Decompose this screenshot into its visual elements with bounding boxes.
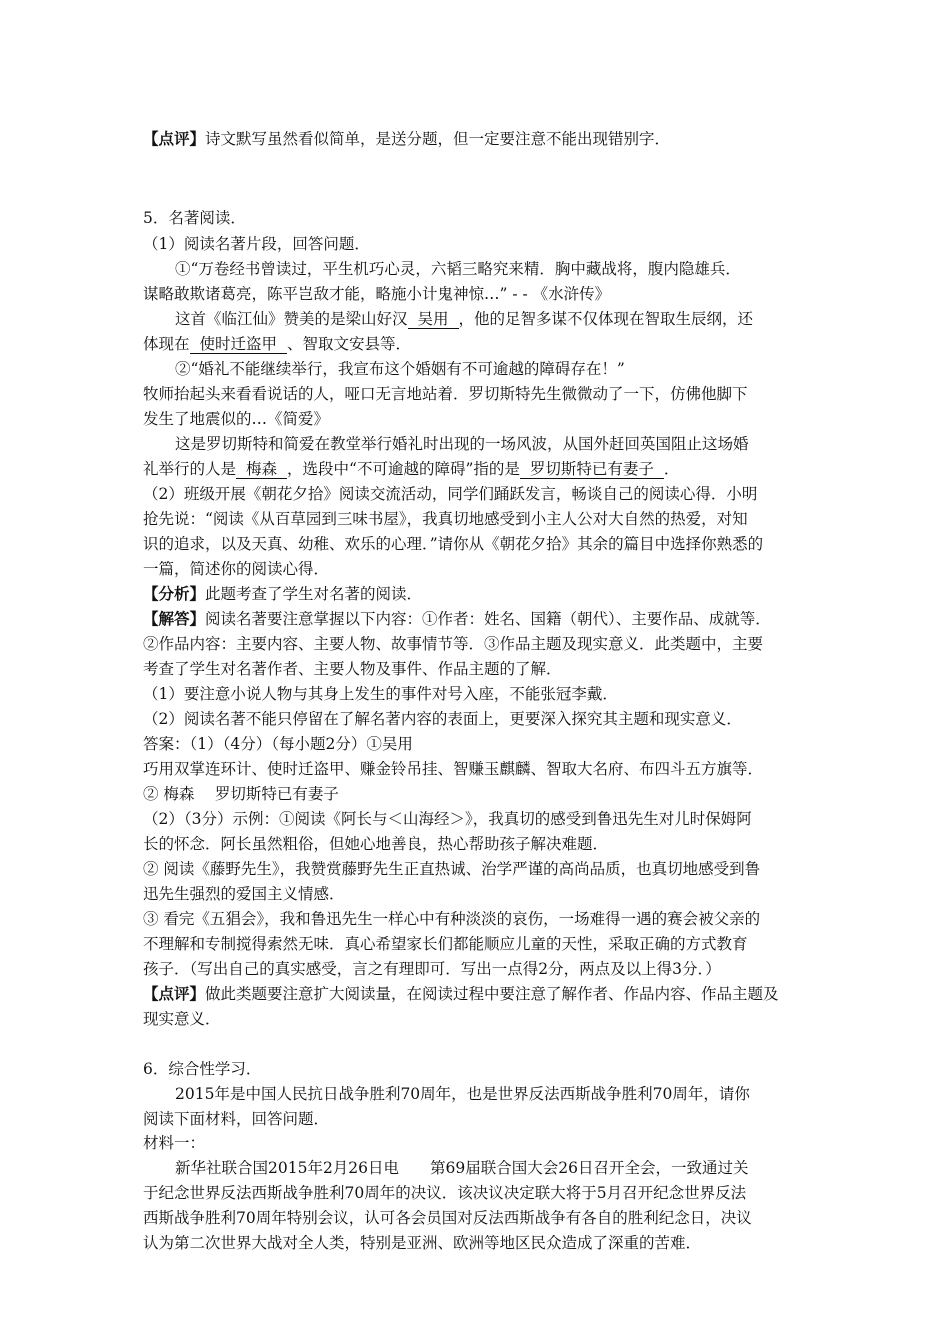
- key-line: ③ 看完《五猖会》，我和鲁迅先生一样心中有种淡淡的哀伤，一场难得一遇的赛会被父亲的: [143, 910, 761, 928]
- answer-line: 考查了学生对名著作者、主要人物及事件、作品主题的了解．: [143, 660, 562, 678]
- answer-blank: 梅森: [236, 460, 287, 479]
- answer-line: （2）阅读名著不能只停留在了解名著内容的表面上，更要深入探究其主题和现实意义．: [143, 710, 742, 728]
- answer-blank: 使时迁盗甲: [190, 335, 288, 354]
- comment-tag: 【点评】: [143, 984, 206, 1003]
- text-run: ，他的足智多谋不仅体现在智取生辰纲，还: [458, 310, 754, 328]
- text-run: 这首《临江仙》赞美的是梁山好汉: [175, 310, 408, 328]
- key-line: 不理解和专制搅得索然无味．真心希望家长们都能顺应儿童的天性，采取正确的方式教育: [143, 935, 748, 953]
- material1-label: 材料一：: [143, 1134, 206, 1152]
- key-line: 答案：（1）（4分）（每小题2分）①吴用: [143, 735, 413, 753]
- analysis-text: 此题考查了学生对名著的阅读．: [205, 585, 423, 603]
- key-line: ② 阅读《藤野先生》，我赞赏藤野先生正直热诚、治学严谨的高尚品质，也真切地感受到鲁: [143, 860, 761, 878]
- analysis-tag: 【分析】: [143, 584, 206, 603]
- q6-intro-line: 阅读下面材料，回答问题．: [143, 1110, 330, 1128]
- q6-intro-line: 2015年是中国人民抗日战争胜利70周年，也是世界反法西斯战争胜利70周年，请你: [175, 1085, 750, 1103]
- comment-text: 诗文默写虽然看似简单，是送分题，但一定要注意不能出现错别字．: [205, 130, 671, 148]
- fill2-line: 这是罗切斯特和简爱在教堂举行婚礼时出现的一场风波，从国外赶回英国阻止这场婚: [175, 435, 749, 453]
- key-line: ② 梅森 罗切斯特已有妻子: [143, 785, 339, 803]
- quote1-line: 谋略敢欺诸葛亮，陈平岂敌才能，略施小计鬼神惊…” - - 《水浒传》: [143, 285, 611, 303]
- key-line: （2）（3分）示例：①阅读《阿长与＜山海经＞》，我真切的感受到鲁迅先生对儿时保姆阿: [143, 810, 752, 828]
- answer-line: （1）要注意小说人物与其身上发生的事件对号入座，不能张冠李戴．: [143, 685, 618, 703]
- analysis-line: [143, 584, 422, 604]
- text-run: 体现在: [143, 335, 190, 353]
- quote2-line: 牧师抬起头来看看说话的人，哑口无言地站着．罗切斯特先生微微动了一下，仿佛他脚下: [143, 385, 748, 403]
- material1-line: 西斯战争胜利70周年特别会议，认可各会员国对反法西斯战争有各自的胜利纪念日，决议: [143, 1209, 752, 1227]
- key-line: 迅先生强烈的爱国主义情感．: [143, 885, 345, 903]
- material1-line: 新华社联合国2015年2月26日电 第69届联合国大会26日召开全会，一致通过关: [175, 1159, 749, 1177]
- quote2-line: 发生了地震似的…《简爱》: [143, 410, 330, 428]
- part2-line: 抢先说：“阅读《从百草园到三味书屋》，我真切地感受到小主人公对大自然的热爱，对知: [143, 510, 748, 528]
- answer-blank: 吴用: [408, 310, 459, 329]
- comment-text: 做此类题要注意扩大阅读量，在阅读过程中要注意了解作者、作品内容、作品主题及: [205, 985, 779, 1003]
- answer-text: 阅读名著要注意掌握以下内容：①作者：姓名、国籍（朝代）、主要作品、成就等．: [205, 610, 771, 628]
- fill1-line: [143, 334, 411, 354]
- text-run: ．: [663, 460, 680, 478]
- comment-line: [143, 129, 670, 149]
- answer-tag: 【解答】: [143, 609, 206, 628]
- key-line: 孩子．（写出自己的真实感受，言之有理即可．写出一点得2分，两点及以上得3分．）: [143, 960, 721, 978]
- material1-line: 于纪念世界反法西斯战争胜利70周年的决议．该决议决定联大将于5月召开纪念世界反法: [143, 1184, 747, 1202]
- text-run: 、智取文安县等．: [287, 335, 412, 353]
- comment-line: [143, 984, 779, 1004]
- comment-line: 现实意义．: [143, 1010, 221, 1028]
- text-run: ，选段中“不可逾越的障碍”指的是: [287, 460, 520, 478]
- fill2-line: [143, 459, 679, 479]
- q5-title: 5．名著阅读．: [143, 209, 246, 227]
- comment-tag: 【点评】: [143, 129, 206, 148]
- part2-line: 识的追求，以及天真、幼稚、欢乐的心理．”请你从《朝花夕拾》其余的篇目中选择你熟悉的: [143, 535, 764, 553]
- part2-line: （2）班级开展《朝花夕拾》阅读交流活动，同学们踊跃发言，畅谈自己的阅读心得．小明: [143, 485, 758, 503]
- fill1-line: [175, 309, 753, 329]
- quote2-line: ②“婚礼不能继续举行，我宣布这个婚姻有不可逾越的障碍存在！”: [175, 360, 625, 378]
- material1-line: 认为第二次世界大战对全人类，特别是亚洲、欧洲等地区民众造成了深重的苦难．: [143, 1234, 702, 1252]
- part2-line: 一篇，简述你的阅读心得．: [143, 560, 330, 578]
- text-run: 礼举行的人是: [143, 460, 237, 478]
- answer-line: ②作品内容：主要内容、主要人物、故事情节等．③作品主题及现实意义．此类题中，主要: [143, 635, 764, 653]
- key-line: 长的怀念．阿长虽然粗俗，但她心地善良，热心帮助孩子解决难题．: [143, 835, 609, 853]
- q6-title: 6．综合性学习．: [143, 1060, 262, 1078]
- answer-blank: 罗切斯特已有妻子: [520, 460, 664, 479]
- answer-line: [143, 609, 771, 629]
- key-line: 巧用双掌连环计、使时迁盗甲、赚金铃吊挂、智赚玉麒麟、智取大名府、布四斗五方旗等．: [143, 760, 764, 778]
- q5-part1-heading: （1）阅读名著片段，回答问题．: [143, 235, 370, 253]
- quote1-line: ①“万卷经书曾读过，平生机巧心灵，六韬三略究来精．胸中藏战将，腹内隐雄兵．: [175, 260, 741, 278]
